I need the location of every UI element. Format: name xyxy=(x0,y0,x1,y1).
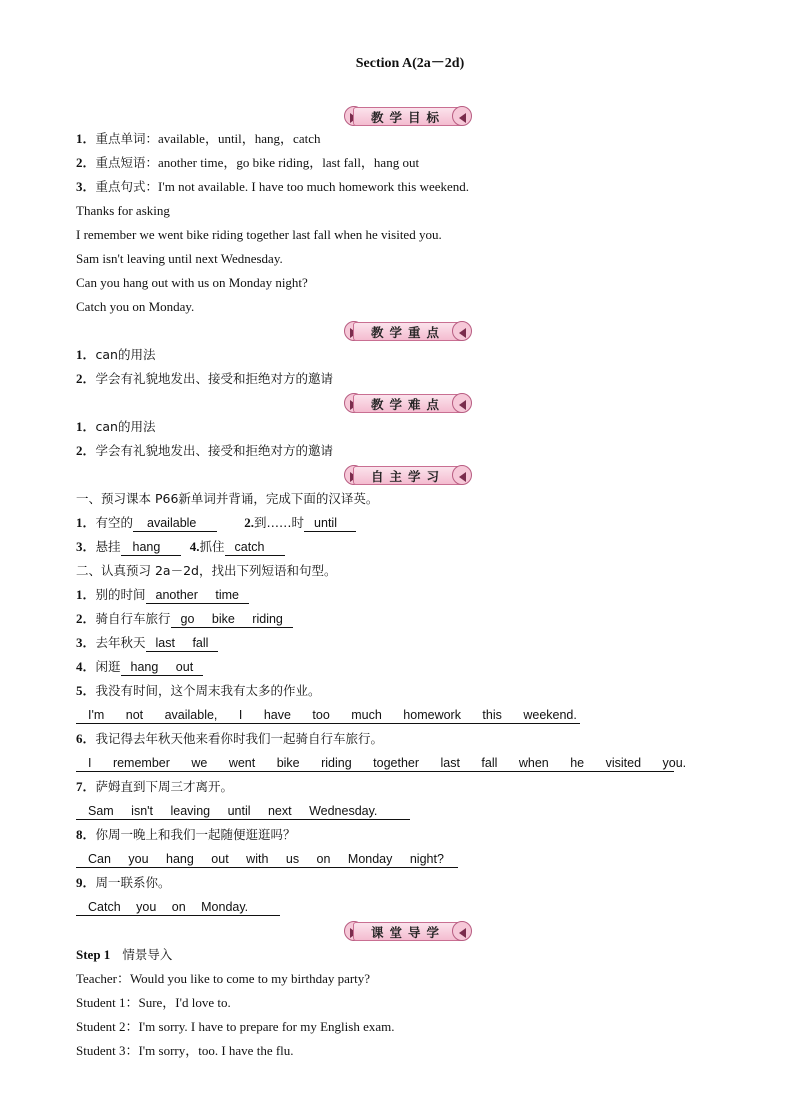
vocab-row: 3．悬挂 hang 4.抓住 catch xyxy=(76,538,285,556)
phrase-row: 1．别的时间 another time xyxy=(76,586,249,604)
translate-prompt: 6．我记得去年秋天他来看你时我们一起骑自行车旅行。 xyxy=(76,731,384,746)
phrase-row: 3．去年秋天 last fall xyxy=(76,634,218,652)
goal-line-1: 1．重点单词：available，until，hang，catch xyxy=(76,131,321,146)
translate-prompt: 7．萨姆直到下周三才离开。 xyxy=(76,779,234,794)
answer-catch: catch xyxy=(225,540,285,556)
answer-phrase: another time xyxy=(146,588,249,604)
goal-sentence: Can you hang out with us on Monday night? xyxy=(76,275,308,290)
translate-answer: Catch you on Monday. xyxy=(76,898,280,916)
answer-phrase: hang out xyxy=(121,660,204,676)
phrase-row: 2．骑自行车旅行 go bike riding xyxy=(76,610,293,628)
goal-line-2: 2．重点短语：another time，go bike riding，last fall，hang out xyxy=(76,155,420,170)
translate-answer: I remember we went bike riding together last fall when he visited you. xyxy=(76,754,674,772)
banner-label: 教学目标 xyxy=(370,110,445,125)
answer-hang: hang xyxy=(121,540,181,556)
banner-label: 自主学习 xyxy=(370,469,445,484)
difficult-point-2: 2．学会有礼貌地发出、接受和拒绝对方的邀请 xyxy=(76,443,334,458)
section-banner-class-guide xyxy=(344,920,472,942)
section-banner-difficult-points xyxy=(344,392,472,414)
translate-answer: I'm not available, I have too much homework this weekend. xyxy=(76,706,580,724)
goal-sentence: Catch you on Monday. xyxy=(76,299,195,314)
part-heading: 一、预习课本 P66新单词并背诵，完成下面的汉译英。 xyxy=(76,491,379,506)
section-banner-self-study xyxy=(344,464,472,486)
dialogue-line: Student 1：Sure，I'd love to. xyxy=(76,995,231,1010)
key-point-2: 2．学会有礼貌地发出、接受和拒绝对方的邀请 xyxy=(76,371,334,386)
part-heading: 二、认真预习 2a－2d，找出下列短语和句型。 xyxy=(76,563,337,578)
step-heading: Step 1 情景导入 xyxy=(76,947,173,962)
right-arrow-icon xyxy=(452,106,472,126)
dialogue-line: Student 3：I'm sorry，too. I have the flu. xyxy=(76,1043,294,1058)
goal-sentence: Sam isn't leaving until next Wednesday. xyxy=(76,251,283,266)
answer-phrase: go bike riding xyxy=(171,612,293,628)
phrase-row: 4．闲逛 hang out xyxy=(76,658,203,676)
banner-label: 教学难点 xyxy=(370,397,445,412)
section-banner-key-points xyxy=(344,320,472,342)
translate-prompt: 8．你周一晚上和我们一起随便逛逛吗？ xyxy=(76,827,296,842)
section-banner-teaching-goals xyxy=(344,105,472,127)
banner-label: 课堂导学 xyxy=(370,925,445,940)
translate-answer: Sam isn't leaving until next Wednesday. xyxy=(76,802,410,820)
key-point-1: 1．can的用法 xyxy=(76,347,156,362)
answer-phrase: last fall xyxy=(146,636,219,652)
right-arrow-icon xyxy=(452,393,472,413)
goal-sentence: I remember we went bike riding together last fall when he visited you. xyxy=(76,227,442,242)
translate-answer: Can you hang out with us on Monday night? xyxy=(76,850,458,868)
right-arrow-icon xyxy=(452,921,472,941)
difficult-point-1: 1．can的用法 xyxy=(76,419,156,434)
banner-label: 教学重点 xyxy=(370,325,445,340)
translate-prompt: 5．我没有时间，这个周末我有太多的作业。 xyxy=(76,683,321,698)
dialogue-line: Student 2：I'm sorry. I have to prepare for my English exam. xyxy=(76,1019,395,1034)
vocab-row: 1．有空的 available 2.到……时 until xyxy=(76,514,356,532)
page-title: Section A(2a－2d) xyxy=(355,56,465,71)
answer-until: until xyxy=(304,516,356,532)
goal-line-3: 3．重点句式：I'm not available. I have too much homework this weekend. xyxy=(76,179,470,194)
translate-prompt: 9．周一联系你。 xyxy=(76,875,171,890)
right-arrow-icon xyxy=(452,321,472,341)
goal-sentence: Thanks for asking xyxy=(76,203,170,218)
right-arrow-icon xyxy=(452,465,472,485)
answer-available: available xyxy=(133,516,217,532)
dialogue-line: Teacher：Would you like to come to my birthday party? xyxy=(76,971,371,986)
